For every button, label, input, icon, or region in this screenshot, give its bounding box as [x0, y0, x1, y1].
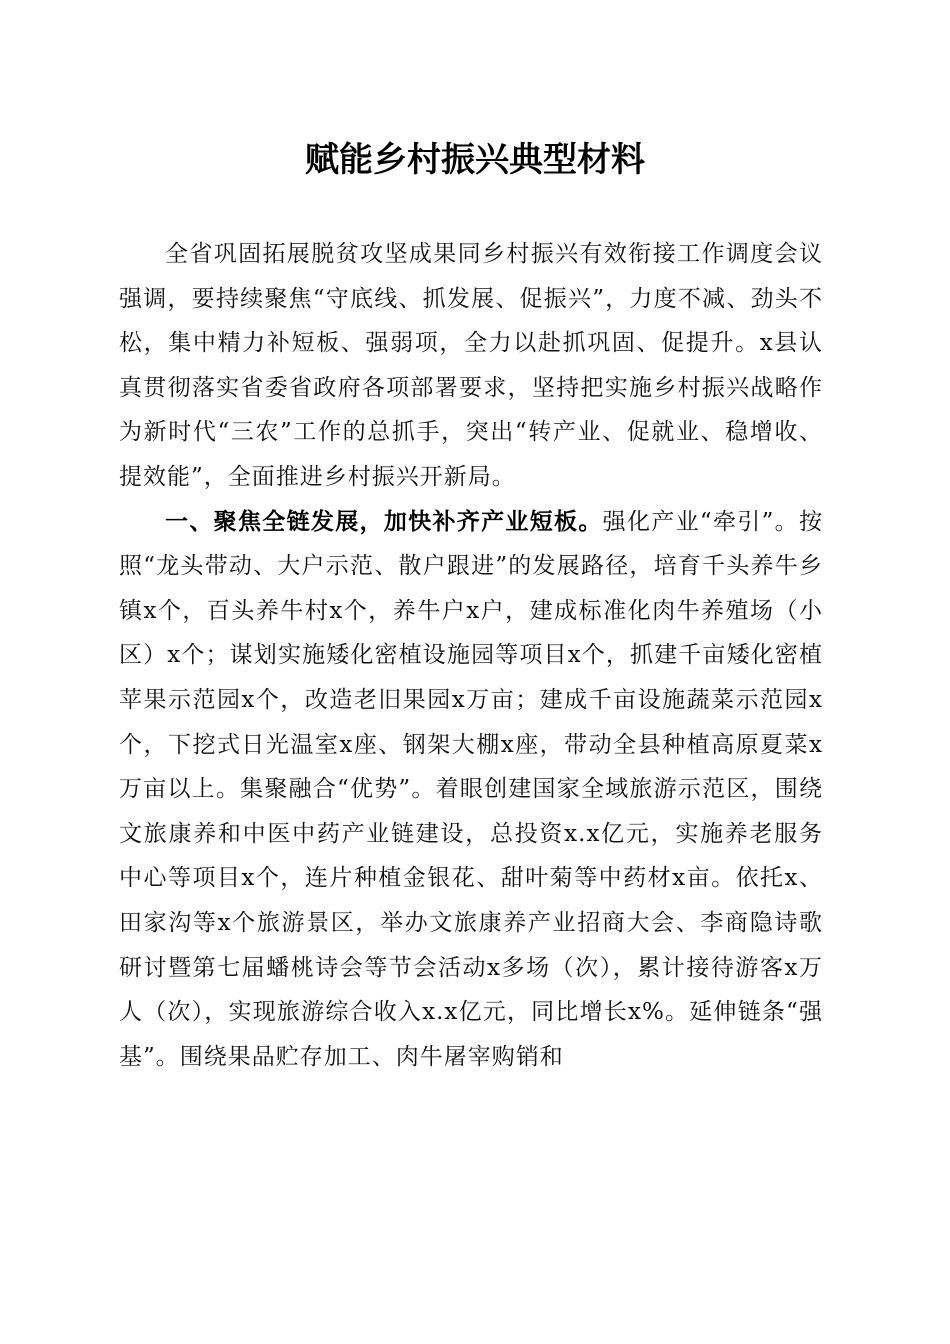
section-heading: 一、聚焦全链发展，加快补齐产业短板。: [165, 508, 603, 535]
section-one-paragraph: [119, 500, 823, 1080]
paragraph-text: 强化产业“牵引”。按照“龙头带动、大户示范、散户跟进”的发展路径，培育千头养牛乡镇x个，百头养牛村x个，养牛户x户，建成标准化肉牛养殖场（小区）x个；谋划实施矮化密植设施园等项目x个，抓建千亩矮化密植苹果示范园x个，改造老旧果园x万亩；建成千亩设施蔬菜示范园x个，下挖式日光温室x座、钢架大棚x座，带动全县种植高原夏菜x万亩以上。集聚融合“优势”。着眼创建国家全域旅游示范区，围绕文旅康养和中医中药产业链建设，总投资x.x亿元，实施养老服务中心等项目x个，连片种植金银花、甜叶菊等中药材x亩。依托x、田家沟等x个旅游景区，举办文旅康养产业招商大会、李商隐诗歌研讨暨第七届蟠桃诗会等节会活动x多场（次），累计接待游客x万人（次），实现旅游综合收入x.x亿元，同比增长x%。延伸链条“强基”。围绕果品贮存加工、肉牛屠宰购销和: [119, 508, 823, 1070]
paragraph-text: 全省巩固拓展脱贫攻坚成果同乡村振兴有效衔接工作调度会议强调，要持续聚焦“守底线、抓发展、促振兴”，力度不减、劲头不松，集中精力补短板、强弱项，全力以赴抓巩固、促提升。x县认真贯彻落实省委省政府各项部署要求，坚持把实施乡村振兴战略作为新时代“三农”工作的总抓手，突出“转产业、促就业、稳增收、提效能”，全面推进乡村振兴开新局。: [119, 241, 823, 490]
intro-paragraph: [119, 232, 823, 500]
document-body: [119, 232, 823, 1079]
document-title: 赋能乡村振兴典型材料: [305, 140, 645, 180]
